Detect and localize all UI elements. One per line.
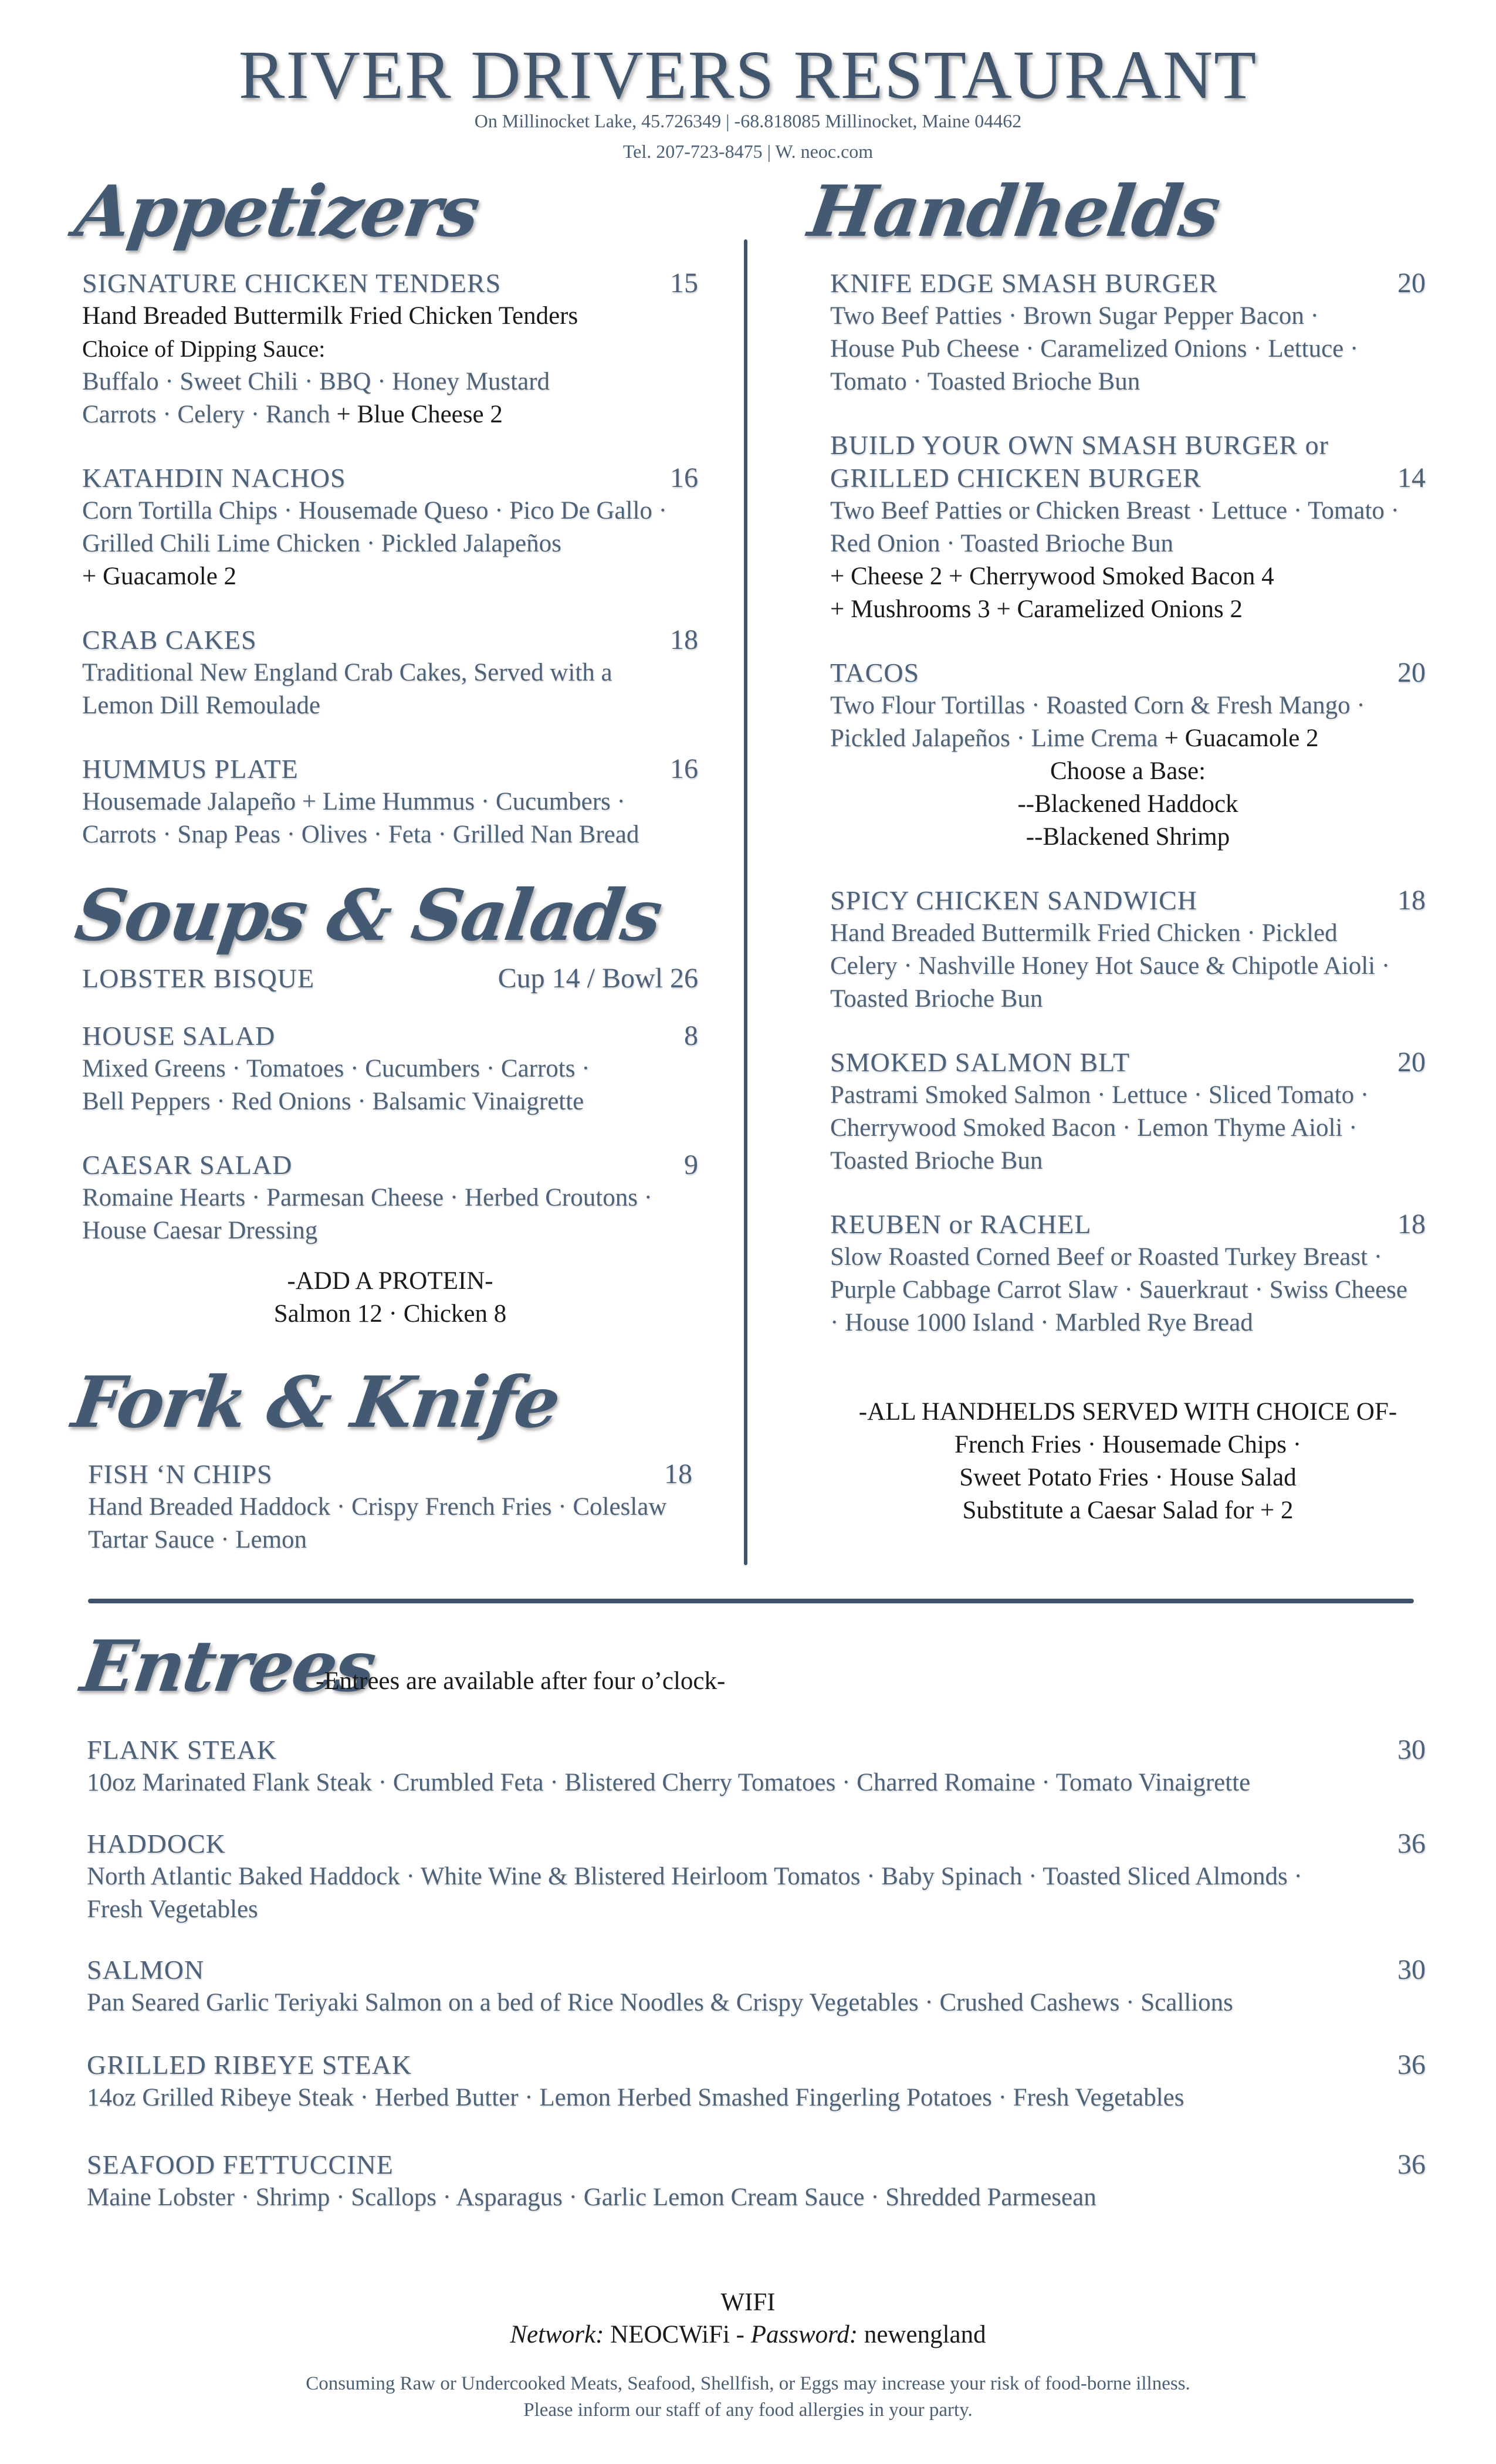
item-desc xyxy=(82,398,698,431)
item-desc: Housemade Jalapeño + Lime Hummus · Cucumbers · xyxy=(82,788,625,815)
entrees-note: -Entrees are available after four o’clock- xyxy=(316,1667,726,1695)
menu-item xyxy=(82,753,698,851)
item-name: FLANK STEAK xyxy=(87,1735,277,1765)
protein-options: Salmon 12 · Chicken 8 xyxy=(273,1300,507,1328)
item-price: 30 xyxy=(1397,1734,1426,1765)
item-desc: Red Onion · Toasted Brioche Bun xyxy=(830,530,1173,557)
protein-title: -ADD A PROTEIN- xyxy=(287,1267,493,1295)
handhelds-heading: Handhelds xyxy=(804,170,1224,253)
item-desc: Slow Roasted Corned Beef or Roasted Turkey Breast · xyxy=(830,1243,1383,1271)
item-name: KNIFE EDGE SMASH BURGER xyxy=(830,268,1218,298)
section-divider xyxy=(88,1599,1414,1603)
item-name: HADDOCK xyxy=(87,1829,226,1859)
item-name: SPICY CHICKEN SANDWICH xyxy=(830,885,1197,915)
menu-item xyxy=(830,267,1426,398)
item-addon: + Guacamole 2 xyxy=(82,563,237,590)
item-price: 15 xyxy=(670,268,698,299)
item-desc-text: Pickled Jalapeños · Lime Crema xyxy=(830,725,1158,752)
item-price: Cup 14 / Bowl 26 xyxy=(497,963,698,994)
item-desc: Celery · Nashville Honey Hot Sauce & Chipotle Aioli · xyxy=(830,952,1390,980)
item-price: 16 xyxy=(670,462,698,493)
menu-item xyxy=(830,1046,1426,1177)
item-name: REUBEN or RACHEL xyxy=(830,1209,1092,1239)
base-label: Choose a Base: xyxy=(1050,757,1206,785)
item-addon: + Blue Cheese 2 xyxy=(330,401,503,428)
item-price: 14 xyxy=(1397,462,1426,493)
item-name: KATAHDIN NACHOS xyxy=(82,463,346,493)
item-desc: Bell Peppers · Red Onions · Balsamic Vinaigrette xyxy=(82,1088,584,1115)
item-desc: House Pub Cheese · Caramelized Onions · Lettuce · xyxy=(830,335,1359,363)
item-name: LOBSTER BISQUE xyxy=(82,963,315,993)
menu-item xyxy=(82,624,698,722)
item-price: 20 xyxy=(1397,657,1426,688)
item-name: SIGNATURE CHICKEN TENDERS xyxy=(82,268,502,298)
menu-item xyxy=(82,267,698,431)
item-name: SMOKED SALMON BLT xyxy=(830,1047,1131,1077)
item-addon: + Mushrooms 3 + Caramelized Onions 2 xyxy=(830,595,1243,623)
sides-title: -ALL HANDHELDS SERVED WITH CHOICE OF- xyxy=(858,1398,1397,1426)
item-desc: Two Beef Patties or Chicken Breast · Lettuce · Tomato · xyxy=(830,497,1399,524)
item-name: GRILLED RIBEYE STEAK xyxy=(87,2050,412,2080)
item-desc: 10oz Marinated Flank Steak · Crumbled Feta · Blistered Cherry Tomatoes · Charred Romaine · Tomato Vinaigrette xyxy=(87,1769,1251,1796)
menu-item xyxy=(87,2148,1426,2214)
item-price: 36 xyxy=(1397,2149,1426,2180)
item-desc: 14oz Grilled Ribeye Steak · Herbed Butter · Lemon Herbed Smashed Fingerling Potatoes · Fresh Vegetables xyxy=(87,2084,1184,2111)
item-addon: + Guacamole 2 xyxy=(1157,725,1319,752)
item-price: 8 xyxy=(684,1020,698,1051)
item-price: 18 xyxy=(664,1458,692,1490)
wifi-credentials xyxy=(0,2320,1496,2349)
network-value: NEOCWiFi - xyxy=(604,2321,751,2348)
sides-line: Substitute a Caesar Salad for + 2 xyxy=(962,1497,1294,1524)
item-desc: Choice of Dipping Sauce: xyxy=(82,336,326,362)
item-desc: Romaine Hearts · Parmesan Cheese · Herbed Croutons · xyxy=(82,1184,652,1211)
item-desc: Fresh Vegetables xyxy=(87,1896,258,1923)
item-desc: Corn Tortilla Chips · Housemade Queso · Pico De Gallo · xyxy=(82,497,667,524)
password-label: Password: xyxy=(750,2321,858,2348)
item-desc: Buffalo · Sweet Chili · BBQ · Honey Mustard xyxy=(82,368,550,395)
soups-salads-heading: Soups & Salads xyxy=(70,874,666,957)
item-desc: North Atlantic Baked Haddock · White Wine & Blistered Heirloom Tomatos · Baby Spinach · Toasted Sliced Almonds · xyxy=(87,1863,1302,1890)
sides-line: Sweet Potato Fries · House Salad xyxy=(959,1464,1297,1491)
menu-item xyxy=(830,1208,1426,1339)
fork-knife-heading: Fork & Knife xyxy=(67,1361,564,1444)
item-desc: Pastrami Smoked Salmon · Lettuce · Sliced Tomato · xyxy=(830,1081,1369,1109)
item-desc: Hand Breaded Buttermilk Fried Chicken · Pickled xyxy=(830,919,1338,947)
item-desc: Maine Lobster · Shrimp · Scallops · Asparagus · Garlic Lemon Cream Sauce · Shredded Parmesean xyxy=(87,2184,1096,2211)
address-line: On Millinocket Lake, 45.726349 | -68.818085 Millinocket, Maine 04462 xyxy=(474,110,1022,131)
appetizers-list xyxy=(82,267,698,882)
menu-item xyxy=(82,462,698,593)
item-addon: + Cheese 2 + Cherrywood Smoked Bacon 4 xyxy=(830,563,1274,590)
menu-item xyxy=(830,884,1426,1016)
item-name: TACOS xyxy=(830,658,920,688)
wifi-title: WIFI xyxy=(720,2289,776,2316)
item-desc xyxy=(830,722,1426,755)
item-desc: · House 1000 Island · Marbled Rye Bread xyxy=(830,1309,1253,1336)
item-price: 20 xyxy=(1397,1047,1426,1078)
item-desc: Two Flour Tortillas · Roasted Corn & Fresh Mango · xyxy=(830,692,1365,719)
item-price: 18 xyxy=(1397,885,1426,916)
item-desc: Hand Breaded Buttermilk Fried Chicken Tenders xyxy=(82,302,578,330)
item-desc: Toasted Brioche Bun xyxy=(830,985,1043,1013)
item-desc: Two Beef Patties · Brown Sugar Pepper Bacon · xyxy=(830,302,1319,330)
sides-line: French Fries · Housemade Chips · xyxy=(954,1431,1302,1458)
entrees-heading: Entrees xyxy=(76,1625,380,1708)
item-desc: Carrots · Snap Peas · Olives · Feta · Grilled Nan Bread xyxy=(82,821,639,848)
item-desc: Grilled Chili Lime Chicken · Pickled Jalapeños xyxy=(82,530,561,557)
network-label: Network: xyxy=(510,2321,604,2348)
item-desc: Toasted Brioche Bun xyxy=(830,1147,1043,1175)
base-option: --Blackened Shrimp xyxy=(1025,823,1230,851)
menu-item xyxy=(82,1020,698,1118)
item-desc: Purple Cabbage Carrot Slaw · Sauerkraut · Swiss Cheese xyxy=(830,1276,1408,1304)
item-name-2: GRILLED CHICKEN BURGER xyxy=(830,463,1201,493)
item-desc-text: Carrots · Celery · Ranch xyxy=(82,401,330,428)
item-name: SALMON xyxy=(87,1955,205,1985)
item-desc: Cherrywood Smoked Bacon · Lemon Thyme Aioli · xyxy=(830,1114,1358,1142)
column-divider xyxy=(744,239,747,1565)
item-price: 30 xyxy=(1397,1954,1426,1985)
menu-item xyxy=(82,962,698,995)
menu-item xyxy=(87,2049,1426,2114)
item-name: CRAB CAKES xyxy=(82,625,257,655)
menu-item xyxy=(88,1458,692,1556)
item-price: 16 xyxy=(670,753,698,784)
item-desc: Tartar Sauce · Lemon xyxy=(88,1526,307,1553)
item-name: BUILD YOUR OWN SMASH BURGER or xyxy=(830,430,1329,460)
contact-line: Tel. 207-723-8475 | W. neoc.com xyxy=(622,141,874,162)
item-desc: Tomato · Toasted Brioche Bun xyxy=(830,368,1140,395)
menu-item xyxy=(82,1149,698,1247)
item-price: 9 xyxy=(684,1149,698,1180)
base-option: --Blackened Haddock xyxy=(1017,790,1238,818)
menu-item xyxy=(830,656,1426,854)
soups-list xyxy=(82,962,698,1331)
item-name: HUMMUS PLATE xyxy=(82,754,299,784)
menu-item xyxy=(87,1827,1426,1926)
item-name: SEAFOOD FETTUCCINE xyxy=(87,2150,394,2179)
item-name: FISH ‘N CHIPS xyxy=(88,1459,273,1489)
item-price: 36 xyxy=(1397,1828,1426,1859)
item-desc: House Caesar Dressing xyxy=(82,1217,318,1244)
item-name: CAESAR SALAD xyxy=(82,1150,293,1180)
disclaimer-line: Consuming Raw or Undercooked Meats, Seafood, Shellfish, or Eggs may increase your risk of food-borne illness. xyxy=(306,2373,1190,2394)
item-price: 20 xyxy=(1397,268,1426,299)
menu-item xyxy=(87,1954,1426,2019)
item-desc: Mixed Greens · Tomatoes · Cucumbers · Carrots · xyxy=(82,1055,590,1082)
item-price: 36 xyxy=(1397,2049,1426,2080)
restaurant-title: RIVER DRIVERS RESTAURANT xyxy=(238,36,1258,113)
item-price: 18 xyxy=(1397,1209,1426,1240)
menu-item xyxy=(87,1734,1426,1799)
item-price: 18 xyxy=(670,624,698,655)
password-value: newengland xyxy=(858,2321,986,2348)
item-desc: Lemon Dill Remoulade xyxy=(82,692,321,719)
handhelds-list xyxy=(830,267,1426,1527)
disclaimer-line: Please inform our staff of any food allergies in your party. xyxy=(523,2399,973,2421)
item-desc: Pan Seared Garlic Teriyaki Salmon on a bed of Rice Noodles & Crispy Vegetables · Crushed Cashews · Scallions xyxy=(87,1989,1233,2016)
item-desc: Hand Breaded Haddock · Crispy French Fries · Coleslaw xyxy=(88,1493,667,1521)
item-name: HOUSE SALAD xyxy=(82,1021,276,1051)
item-desc: Traditional New England Crab Cakes, Served with a xyxy=(82,659,612,686)
appetizers-heading: Appetizers xyxy=(70,170,483,253)
fork-list xyxy=(88,1458,692,1587)
menu-item xyxy=(830,429,1426,626)
